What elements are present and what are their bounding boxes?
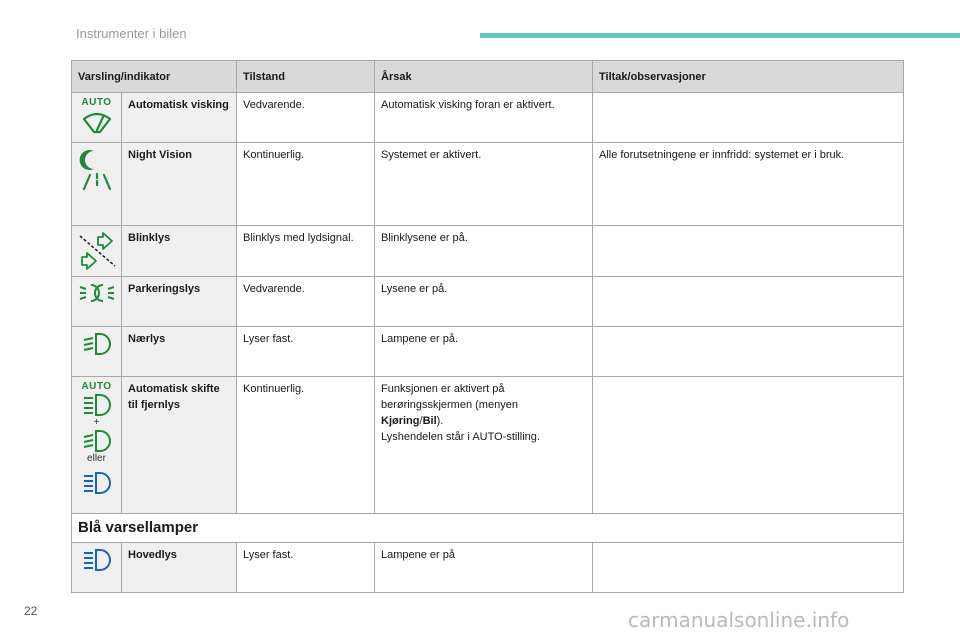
night-vision-icon — [78, 147, 116, 191]
indicator-cause: Lysene er på. — [375, 277, 593, 327]
watermark: carmanualsonline.info — [628, 608, 850, 632]
indicator-name: Automatisk visking — [122, 93, 237, 143]
menu-driving: Kjøring — [381, 415, 420, 427]
menu-separator: / — [419, 415, 423, 427]
indicator-icon-cell — [72, 93, 122, 143]
cause-line: Funksjonen er aktivert på — [381, 383, 505, 395]
indicator-name: Automatisk skifte til fjernlys — [122, 377, 237, 514]
indicator-cause: Lampene er på — [375, 543, 593, 593]
table-row — [72, 93, 904, 143]
auto-label: AUTO — [81, 97, 112, 108]
page-section-title: Instrumenter i bilen — [76, 26, 187, 41]
indicator-state: Vedvarende. — [237, 277, 375, 327]
indicator-cause: Automatisk visking foran er aktivert. — [375, 93, 593, 143]
indicator-state: Vedvarende. — [237, 93, 375, 143]
column-header-state: Tilstand — [237, 61, 375, 93]
indicator-action: Alle forutsetningene er innfridd: systemet er i bruk. — [593, 143, 904, 226]
indicator-name: Hovedlys — [122, 543, 237, 593]
indicator-name: Night Vision — [122, 143, 237, 226]
parking-lights-icon — [77, 281, 117, 305]
main-beam-icon — [80, 547, 114, 573]
indicator-state: Kontinuerlig. — [237, 377, 375, 514]
indicator-state: Lyser fast. — [237, 543, 375, 593]
dipped-beam-icon — [80, 429, 114, 453]
table-row — [72, 543, 904, 593]
table-row — [72, 327, 904, 377]
auto-label: AUTO — [81, 381, 112, 392]
indicator-action — [593, 277, 904, 327]
menu-car: Bil — [422, 415, 437, 427]
indicator-cause: Lampene er på. — [375, 327, 593, 377]
indicator-action — [593, 377, 904, 514]
plus-sign: + — [93, 417, 100, 428]
indicator-icon-cell — [72, 327, 122, 377]
table-row — [72, 226, 904, 277]
column-header-cause: Årsak — [375, 61, 593, 93]
indicator-action — [593, 93, 904, 143]
table-row — [72, 143, 904, 226]
cause-line: berøringsskjermen (menyen — [381, 399, 518, 411]
cause-line: Lyshendelen står i AUTO-stilling. — [381, 431, 540, 443]
menu-close: ). — [436, 415, 444, 427]
indicator-name: Blinklys — [122, 226, 237, 277]
indicator-state: Kontinuerlig. — [237, 143, 375, 226]
indicator-name: Parkeringslys — [122, 277, 237, 327]
column-header-indicator: Varsling/indikator — [72, 61, 237, 93]
indicator-icon-cell — [72, 226, 122, 277]
section-row — [72, 514, 904, 543]
warning-indicator-table — [71, 60, 904, 593]
turn-signal-icon — [77, 230, 117, 272]
indicator-action — [593, 543, 904, 593]
table-row — [72, 377, 904, 514]
indicator-icon-cell — [72, 277, 122, 327]
indicator-icon-cell — [72, 377, 122, 514]
indicator-action — [593, 327, 904, 377]
page-number: 22 — [24, 604, 38, 618]
indicator-cause: Systemet er aktivert. — [375, 143, 593, 226]
table-row — [72, 277, 904, 327]
indicator-name: Nærlys — [122, 327, 237, 377]
auto-high-beam-green-icon — [80, 393, 114, 417]
section-title: Blå varsellamper — [72, 514, 904, 543]
or-label: eller — [87, 453, 106, 464]
indicator-state: Lyser fast. — [237, 327, 375, 377]
column-header-action: Tiltak/observasjoner — [593, 61, 904, 93]
auto-wiper-icon — [80, 109, 114, 135]
indicator-icon-cell — [72, 543, 122, 593]
table-header-row — [72, 61, 904, 93]
indicator-cause: Blinklysene er på. — [375, 226, 593, 277]
header-accent-bar — [480, 33, 960, 38]
indicator-icon-cell — [72, 143, 122, 226]
indicator-cause — [375, 377, 593, 514]
dipped-beam-icon — [80, 331, 114, 357]
main-beam-blue-icon — [80, 471, 114, 495]
indicator-action — [593, 226, 904, 277]
indicator-state: Blinklys med lydsignal. — [237, 226, 375, 277]
